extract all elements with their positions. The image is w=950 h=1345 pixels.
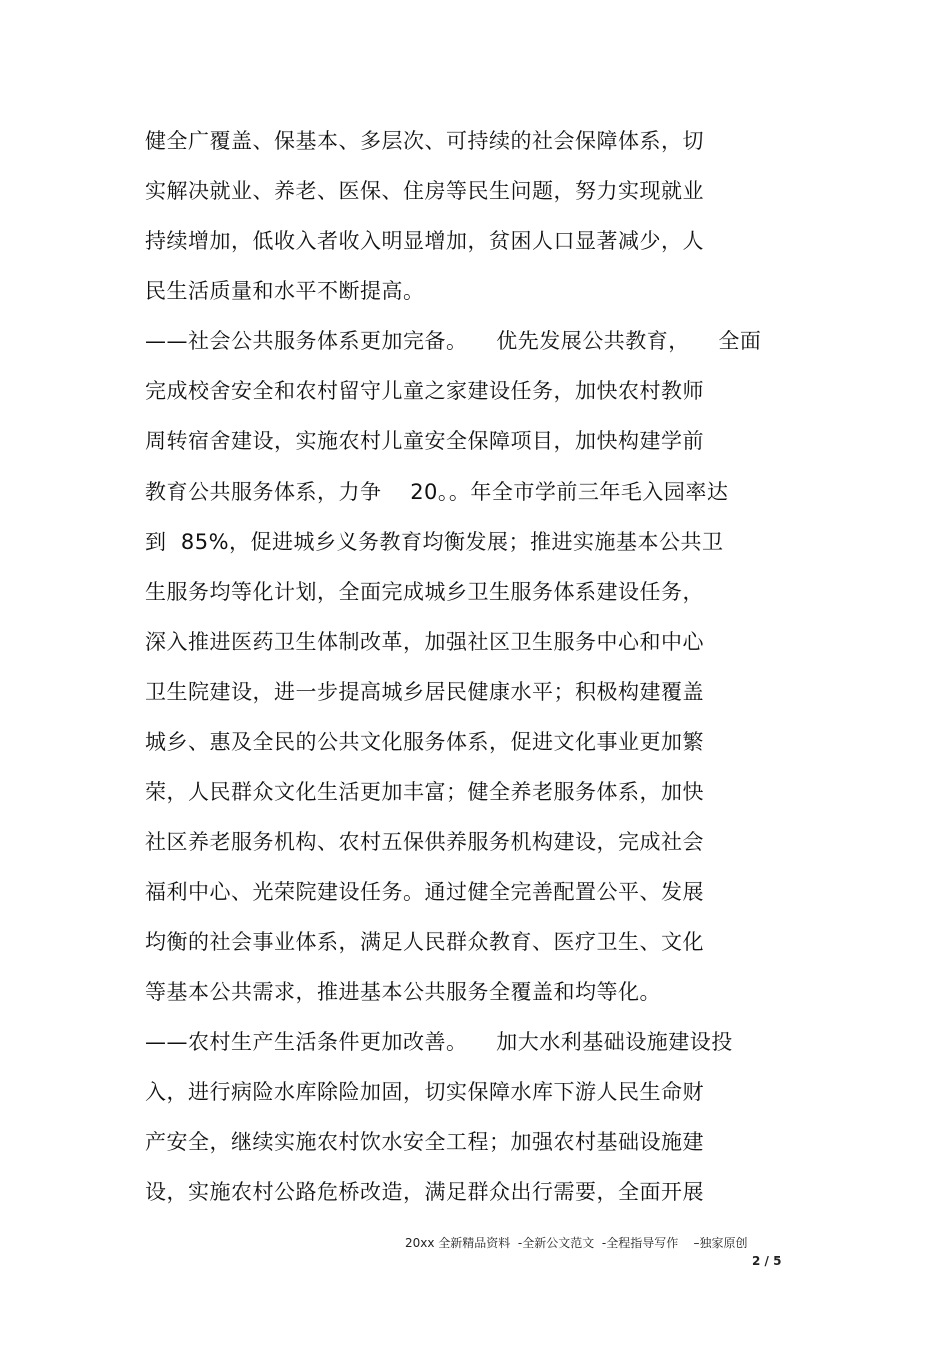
body-line: 到 85%，促进城乡义务教育均衡发展；推进实施基本公共卫: [145, 530, 724, 554]
body-line: 荣，人民群众文化生活更加丰富；健全养老服务体系，加快: [145, 780, 704, 804]
body-line: 入，进行病险水库除险加固，切实保障水库下游人民生命财: [145, 1080, 704, 1104]
body-line: 完成校舍安全和农村留守儿童之家建设任务，加快农村教师: [145, 379, 704, 403]
body-line: 实解决就业、养老、医保、住房等民生问题，努力实现就业: [145, 179, 704, 203]
body-line: 社区养老服务机构、农村五保供养服务机构建设，完成社会: [145, 830, 704, 854]
body-line: 健全广覆盖、保基本、多层次、可持续的社会保障体系，切: [145, 129, 704, 153]
body-line: 深入推进医药卫生体制改革，加强社区卫生服务中心和中心: [145, 630, 704, 654]
body-line: 持续增加，低收入者收入明显增加，贫困人口显著减少，人: [145, 229, 704, 253]
body-line: 设，实施农村公路危桥改造，满足群众出行需要，全面开展: [145, 1180, 704, 1204]
body-line: 周转宿舍建设，实施农村儿童安全保障项目，加快构建学前: [145, 429, 704, 453]
body-line: 教育公共服务体系，力争 20。。年全市学前三年毛入园率达: [145, 480, 729, 504]
body-line: ——农村生产生活条件更加改善。 加大水利基础设施建设投: [145, 1030, 733, 1054]
body-line: 均衡的社会事业体系，满足人民群众教育、医疗卫生、文化: [145, 930, 704, 954]
body-line: ——社会公共服务体系更加完备。 优先发展公共教育， 全面: [145, 329, 762, 353]
body-line: 卫生院建设，进一步提高城乡居民健康水平；积极构建覆盖: [145, 680, 704, 704]
body-line: 产安全，继续实施农村饮水安全工程；加强农村基础设施建: [145, 1130, 704, 1154]
body-line: 城乡、惠及全民的公共文化服务体系，促进文化事业更加繁: [145, 730, 704, 754]
body-line: 福利中心、光荣院建设任务。通过健全完善配置公平、发展: [145, 880, 704, 904]
body-line: 民生活质量和水平不断提高。: [145, 279, 425, 303]
page-number: 2 / 5: [752, 1254, 782, 1268]
body-line: 生服务均等化计划，全面完成城乡卫生服务体系建设任务，: [145, 580, 704, 604]
footer-caption: 20xx 全新精品资料 -全新公文范文 -全程指导写作 –独家原创: [405, 1236, 748, 1250]
body-line: 等基本公共需求，推进基本公共服务全覆盖和均等化。: [145, 980, 661, 1004]
